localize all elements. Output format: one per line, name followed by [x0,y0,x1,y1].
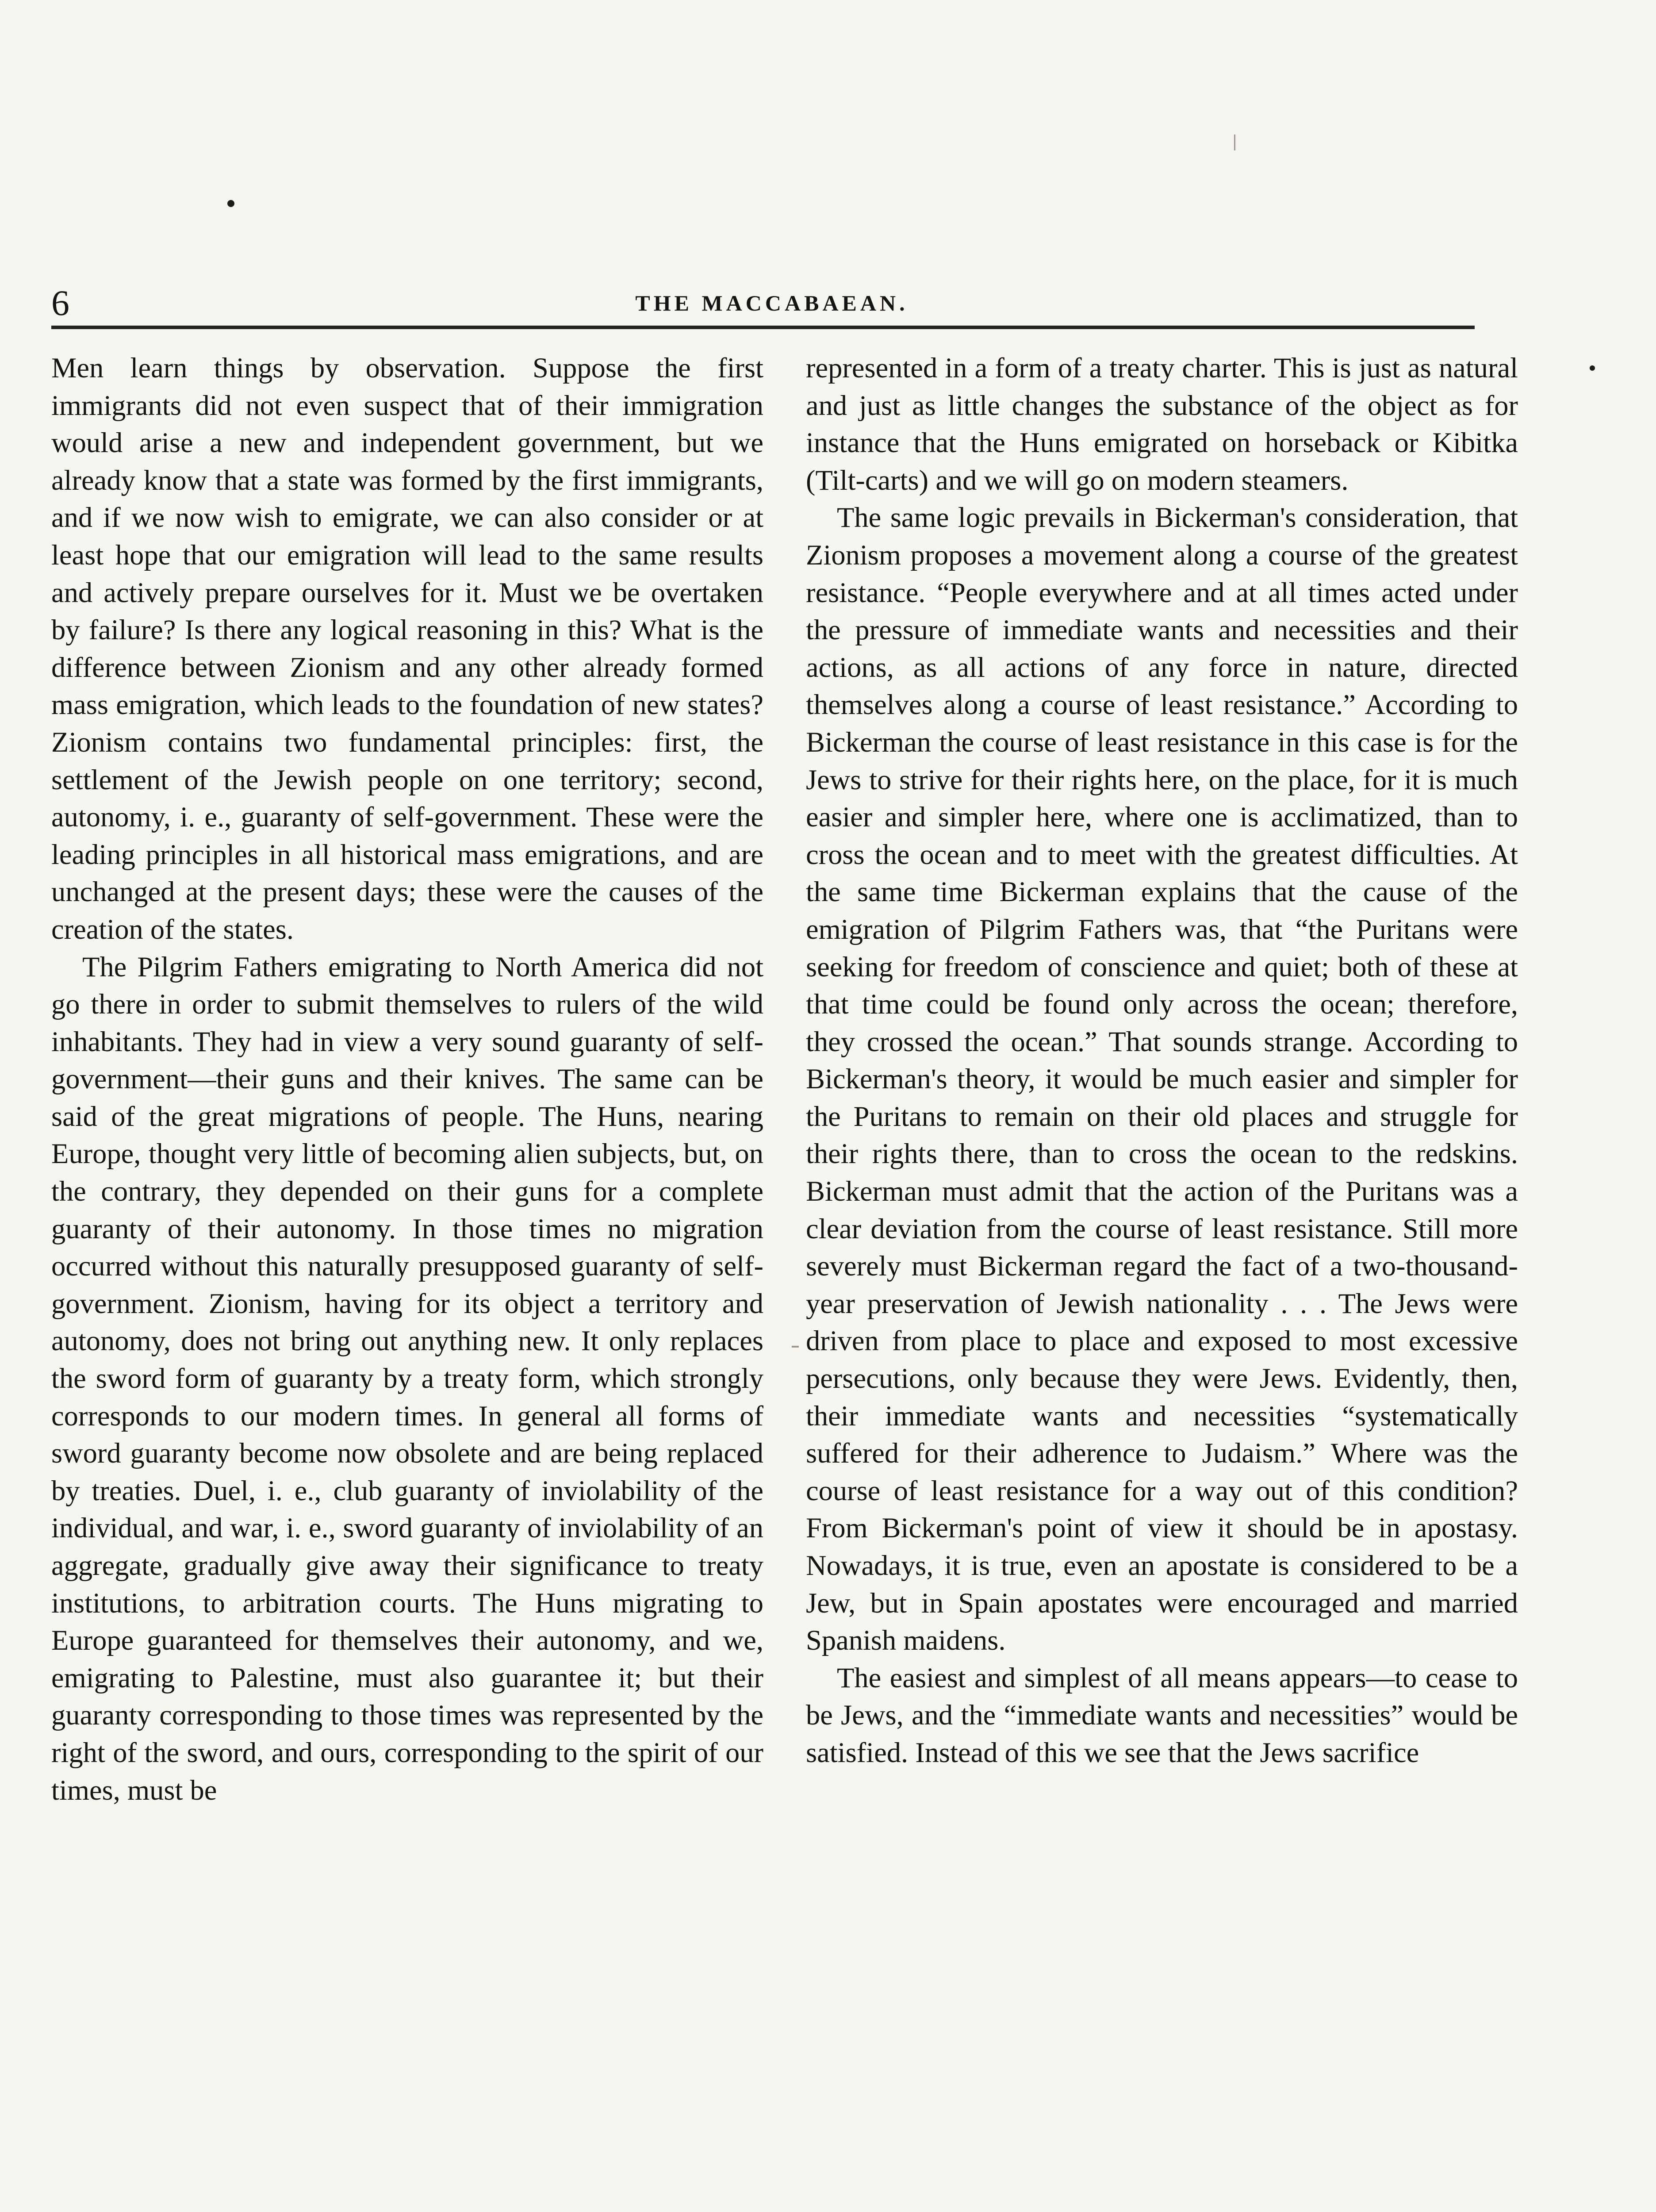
right-paragraph-1: represented in a form of a treaty charter. This is just as natural and just as little changes the substance of the object as for instance that the Huns emigrated on horseback or Kibitka (Tilt-carts) and we will go on modern steamers. [806,352,1518,496]
scan-mark-margin [792,1346,799,1348]
running-title: THE MACCABAEAN. [635,291,908,315]
stray-dot-top [227,200,234,207]
left-paragraph-1: Men learn things by observation. Suppose the first immigrants did not even suspect that of their immigration would arise a new and independent government, but we already know that a state was formed by the first immigrants, and if we now wish to emigrate, we can also consider or at least hope that our emigration will lead to the same results and actively prepare ourselves for it. Must we be overtaken by failure? Is there any logical reasoning in this? What is the difference between Zionism and any other already formed mass emigration, which leads to the foundation of new states? Zionism contains two fundamental principles: first, the settlement of the Jewish people on one territory; second, autonomy, i. e., guaranty of self-government. These were the leading principles in all historical mass emigrations, and are unchanged at the present days; these were the causes of the creation of the states. [51,352,763,945]
scan-mark-top-right [1234,134,1235,150]
right-paragraph-2: The same logic prevails in Bickerman's consideration, that Zionism proposes a movement along a course of the greatest resistance. “People everywhere and at all times acted under the pressure of immediate wants and necessities and their actions, as all actions of any force in nature, directed themselves along a course of least resistance.” According to Bickerman the course of least resistance in this case is for the Jews to strive for their rights here, on the place, for it is much easier and simpler here, where one is acclimatized, than to cross the ocean and to meet with the greatest difficulties. At the same time Bickerman explains that the cause of the emigration of Pilgrim Fathers was, that “the Puritans were seeking for freedom of conscience and quiet; both of these at that time could be found only across the ocean; therefore, they crossed the ocean.” That sounds strange. According to Bickerman's theory, it would be much easier and simpler for the Puritans to remain on their old places and struggle for their rights there, than to cross the ocean to the redskins. Bickerman must admit that the action of the Puritans was a clear deviation from the course of least resistance. Still more severely must Bickerman regard the fact of a two-thousand-year preservation of Jewish nationality . . . The Jews were driven from place to place and exposed to most excessive persecutions, only because they were Jews. Evidently, then, their immediate wants and necessities “systematically suffered for their adherence to Judaism.” Where was the course of least resistance for a way out of this condition? From Bickerman's point of view it should be in apostasy. Nowadays, it is true, even an apostate is considered to be a Jew, but in Spain apostates were encouraged and married Spanish maidens. [806,502,1518,1656]
header-rule [51,326,1475,329]
stray-dot-right [1590,365,1595,371]
left-paragraph-2: The Pilgrim Fathers emigrating to North America did not go there in order to submit themselves to rulers of the wild inhabitants. They had in view a very sound guaranty of self-government—their guns and their knives. The same can be said of the great migrations of people. The Huns, nearing Europe, thought very little of becoming alien subjects, but, on the contrary, they depended on their guns for a complete guaranty of their autonomy. In those times no migration occurred without this naturally presupposed guaranty of self-government. Zionism, having for its object a territory and autonomy, does not bring out anything new. It only replaces the sword form of guaranty by a treaty form, which strongly corresponds to our modern times. In general all forms of sword guaranty become now obsolete and are being replaced by treaties. Duel, i. e., club guaranty of inviolability of the individual, and war, i. e., sword guaranty of inviolability of an aggregate, gradually give away their significance to treaty institutions, to arbitration courts. The Huns migrating to Europe guaranteed for themselves their autonomy, and we, emigrating to Palestine, must also guarantee it; but their guaranty corresponding to those times was represented by the right of the sword, and ours, corresponding to the spirit of our times, must be [51,951,763,1806]
page-number: 6 [51,283,69,323]
right-column [806,349,1518,1772]
right-paragraph-3: The easiest and simplest of all means appears—to cease to be Jews, and the “immediate wants and necessities” would be satisfied. Instead of this we see that the Jews sacrifice [806,1662,1518,1768]
page-header [51,283,1475,323]
left-column [51,349,763,1809]
